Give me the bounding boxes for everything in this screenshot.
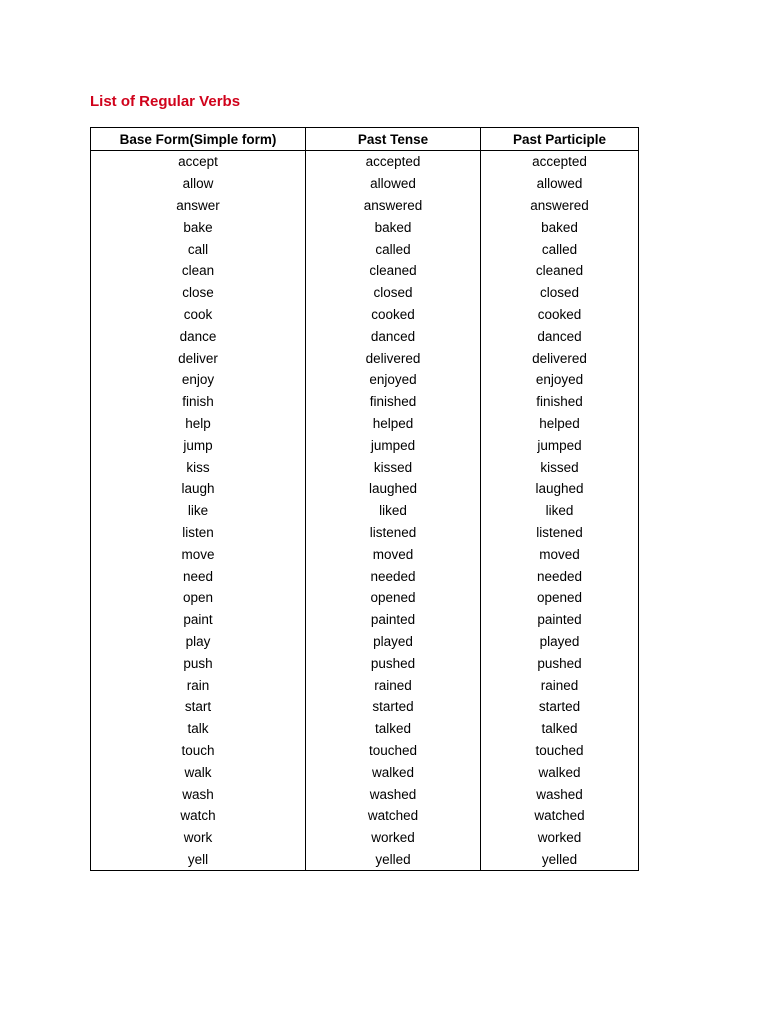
cell-past-participle: yelled	[481, 849, 639, 871]
cell-base-form: allow	[91, 173, 306, 195]
cell-past-tense: finished	[306, 391, 481, 413]
cell-past-tense: started	[306, 696, 481, 718]
cell-past-participle: accepted	[481, 151, 639, 173]
cell-past-participle: moved	[481, 543, 639, 565]
cell-past-tense: moved	[306, 543, 481, 565]
cell-past-participle: talked	[481, 718, 639, 740]
cell-base-form: paint	[91, 609, 306, 631]
cell-past-tense: washed	[306, 783, 481, 805]
cell-past-tense: baked	[306, 216, 481, 238]
cell-past-tense: pushed	[306, 652, 481, 674]
cell-past-participle: listened	[481, 522, 639, 544]
cell-past-participle: worked	[481, 827, 639, 849]
cell-past-tense: cooked	[306, 304, 481, 326]
cell-past-participle: opened	[481, 587, 639, 609]
cell-past-tense: called	[306, 238, 481, 260]
cell-base-form: watch	[91, 805, 306, 827]
cell-past-participle: laughed	[481, 478, 639, 500]
cell-past-participle: touched	[481, 740, 639, 762]
table-row	[91, 216, 639, 238]
cell-past-tense: answered	[306, 195, 481, 217]
page-title: List of Regular Verbs	[90, 93, 241, 110]
cell-base-form: call	[91, 238, 306, 260]
cell-base-form: rain	[91, 674, 306, 696]
cell-base-form: enjoy	[91, 369, 306, 391]
table-row	[91, 827, 639, 849]
cell-past-tense: listened	[306, 522, 481, 544]
cell-past-participle: baked	[481, 216, 639, 238]
cell-past-participle: enjoyed	[481, 369, 639, 391]
cell-past-tense: liked	[306, 500, 481, 522]
cell-base-form: accept	[91, 151, 306, 173]
cell-past-participle: delivered	[481, 347, 639, 369]
cell-past-participle: needed	[481, 565, 639, 587]
cell-base-form: close	[91, 282, 306, 304]
table-row	[91, 282, 639, 304]
table-row	[91, 195, 639, 217]
cell-past-tense: jumped	[306, 434, 481, 456]
cell-base-form: yell	[91, 849, 306, 871]
header-past-tense: Past Tense	[306, 128, 481, 151]
table-row	[91, 849, 639, 871]
cell-base-form: clean	[91, 260, 306, 282]
cell-base-form: cook	[91, 304, 306, 326]
cell-past-participle: cleaned	[481, 260, 639, 282]
cell-base-form: touch	[91, 740, 306, 762]
table-row	[91, 587, 639, 609]
cell-past-participle: called	[481, 238, 639, 260]
table-row	[91, 500, 639, 522]
table-row	[91, 740, 639, 762]
cell-past-tense: talked	[306, 718, 481, 740]
cell-past-tense: kissed	[306, 456, 481, 478]
table-row	[91, 478, 639, 500]
cell-base-form: bake	[91, 216, 306, 238]
cell-past-tense: walked	[306, 761, 481, 783]
table-row	[91, 260, 639, 282]
cell-base-form: open	[91, 587, 306, 609]
table-row	[91, 761, 639, 783]
cell-past-participle: painted	[481, 609, 639, 631]
cell-past-tense: opened	[306, 587, 481, 609]
cell-past-tense: needed	[306, 565, 481, 587]
cell-past-participle: liked	[481, 500, 639, 522]
table-row	[91, 805, 639, 827]
table-row	[91, 609, 639, 631]
table-row	[91, 413, 639, 435]
cell-past-tense: painted	[306, 609, 481, 631]
cell-base-form: dance	[91, 325, 306, 347]
cell-base-form: need	[91, 565, 306, 587]
cell-past-tense: watched	[306, 805, 481, 827]
cell-past-tense: cleaned	[306, 260, 481, 282]
table-row	[91, 652, 639, 674]
table-row	[91, 783, 639, 805]
table-row	[91, 151, 639, 173]
cell-past-tense: played	[306, 631, 481, 653]
table-row	[91, 369, 639, 391]
cell-base-form: laugh	[91, 478, 306, 500]
cell-base-form: listen	[91, 522, 306, 544]
cell-past-participle: rained	[481, 674, 639, 696]
cell-past-participle: helped	[481, 413, 639, 435]
cell-base-form: kiss	[91, 456, 306, 478]
cell-past-participle: cooked	[481, 304, 639, 326]
cell-past-participle: danced	[481, 325, 639, 347]
cell-past-tense: touched	[306, 740, 481, 762]
cell-past-participle: washed	[481, 783, 639, 805]
table-row	[91, 325, 639, 347]
cell-past-participle: answered	[481, 195, 639, 217]
table-row	[91, 543, 639, 565]
cell-past-participle: walked	[481, 761, 639, 783]
verb-table	[90, 127, 639, 871]
cell-base-form: talk	[91, 718, 306, 740]
table-body	[91, 151, 639, 871]
header-base-form: Base Form(Simple form)	[91, 128, 306, 151]
table-row	[91, 434, 639, 456]
cell-base-form: help	[91, 413, 306, 435]
cell-past-tense: laughed	[306, 478, 481, 500]
cell-past-participle: played	[481, 631, 639, 653]
cell-base-form: work	[91, 827, 306, 849]
cell-past-participle: finished	[481, 391, 639, 413]
table-row	[91, 391, 639, 413]
table-row	[91, 347, 639, 369]
cell-base-form: play	[91, 631, 306, 653]
cell-past-participle: kissed	[481, 456, 639, 478]
cell-past-tense: delivered	[306, 347, 481, 369]
cell-past-participle: started	[481, 696, 639, 718]
cell-base-form: answer	[91, 195, 306, 217]
cell-past-participle: pushed	[481, 652, 639, 674]
table-header-row	[91, 128, 639, 151]
table-row	[91, 674, 639, 696]
table-row	[91, 173, 639, 195]
table-row	[91, 238, 639, 260]
cell-past-participle: jumped	[481, 434, 639, 456]
cell-base-form: wash	[91, 783, 306, 805]
cell-base-form: finish	[91, 391, 306, 413]
cell-past-tense: enjoyed	[306, 369, 481, 391]
cell-past-tense: helped	[306, 413, 481, 435]
cell-base-form: like	[91, 500, 306, 522]
cell-base-form: walk	[91, 761, 306, 783]
header-past-participle: Past Participle	[481, 128, 639, 151]
table-row	[91, 631, 639, 653]
table-row	[91, 456, 639, 478]
cell-base-form: jump	[91, 434, 306, 456]
cell-past-participle: closed	[481, 282, 639, 304]
table-row	[91, 565, 639, 587]
cell-past-participle: watched	[481, 805, 639, 827]
cell-past-tense: closed	[306, 282, 481, 304]
cell-past-participle: allowed	[481, 173, 639, 195]
cell-past-tense: yelled	[306, 849, 481, 871]
cell-past-tense: worked	[306, 827, 481, 849]
cell-base-form: push	[91, 652, 306, 674]
cell-base-form: move	[91, 543, 306, 565]
cell-past-tense: allowed	[306, 173, 481, 195]
cell-past-tense: rained	[306, 674, 481, 696]
cell-base-form: deliver	[91, 347, 306, 369]
cell-past-tense: danced	[306, 325, 481, 347]
table-row	[91, 522, 639, 544]
table-row	[91, 304, 639, 326]
cell-base-form: start	[91, 696, 306, 718]
table-row	[91, 696, 639, 718]
cell-past-tense: accepted	[306, 151, 481, 173]
table-row	[91, 718, 639, 740]
